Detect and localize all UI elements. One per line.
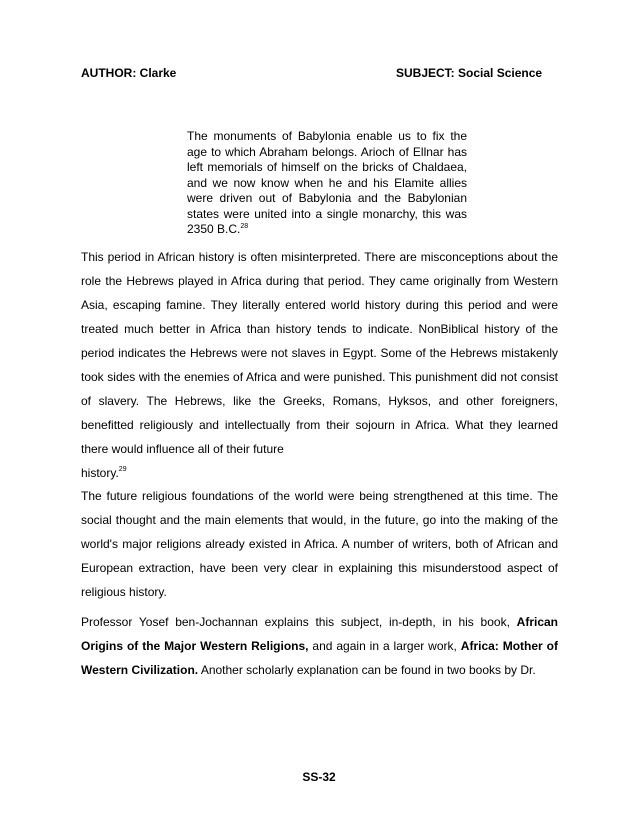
- paragraph-hebrews: [81, 245, 558, 485]
- paragraph-last-line: history.: [81, 466, 119, 480]
- paragraph-end: Another scholarly explanation can be found in two books by Dr.: [198, 663, 536, 677]
- paragraph-text: This period in African history is often misinterpreted. There are misconceptions about the role the Hebrews played in Africa during that period. They came originally from Western Asia, escaping famine. They literally entered world history during this period and were treated much better in Africa than history tends to indicate. NonBiblical history of the period indicates the Hebrews were not slaves in Egypt. Some of the Hebrews mistakenly took sides with the enemies of Africa and were punished. This punishment did not consist of slavery. The Hebrews, like the Greeks, Romans, Hyksos, and other foreigners, benefitted religiously and intellectually from their sojourn in Africa. What they learned there would influence all of their future: [81, 250, 558, 456]
- quote-text: The monuments of Babylonia enable us to fix the age to which Abraham belongs. Arioch of Ellnar has left memorials of himself on the bricks of Chaldaea, and we now know when he and his Elamite allies were driven out of Babylonia and the Babylonian states were united into a single monarchy, this was 2350 B.C.: [187, 129, 467, 236]
- subject-label: SUBJECT: Social Science: [396, 66, 543, 80]
- footnote-ref-28[interactable]: 28: [240, 223, 249, 230]
- footnote-ref-29[interactable]: 29: [118, 466, 127, 473]
- book-title-african-origins: African Origins of the Major Western Religions,: [81, 615, 558, 653]
- paragraph-religious-foundations: [81, 484, 558, 604]
- paragraph-middle: and again in a larger work,: [308, 639, 461, 653]
- paragraph-text: The future religious foundations of the world were being strengthened at this time. The social thought and the main elements that would, in the future, go into the making of the world's major religions already existed in Africa. A number of writers, both of African and European extraction, have been very clear in explaining this misunderstood aspect of religious history.: [81, 489, 558, 599]
- author-label: AUTHOR: Clarke: [81, 66, 177, 80]
- page-number: SS-32: [302, 770, 336, 784]
- paragraph-intro: Professor Yosef ben-Jochannan explains this subject, in-depth, in his book,: [81, 615, 517, 629]
- block-quote: [187, 129, 467, 238]
- book-title-africa-mother: Africa: Mother of Western Civilization.: [81, 639, 558, 677]
- paragraph-ben-jochannan: [81, 610, 558, 682]
